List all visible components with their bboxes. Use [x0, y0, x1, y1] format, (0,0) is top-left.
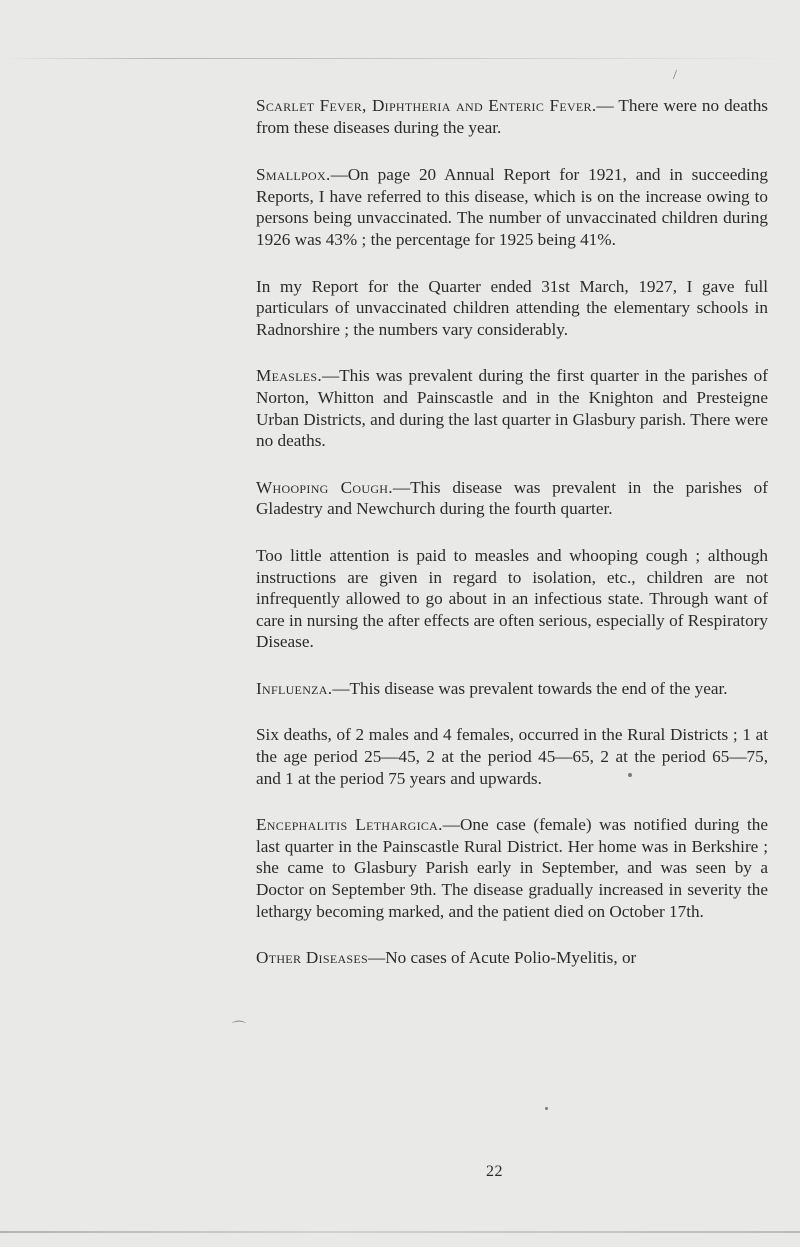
paragraph-scarlet-fever: [256, 95, 768, 138]
text-scarlet-fever: — There were no deaths from these diseases during the year.: [256, 96, 768, 137]
paragraph-other-diseases: [256, 947, 768, 969]
paragraph-encephalitis: [256, 814, 768, 922]
text-other-diseases: —No cases of Acute Polio-Myelitis, or: [368, 948, 637, 968]
page-number: 22: [486, 1163, 503, 1180]
heading-influenza: Influenza.: [256, 678, 333, 698]
heading-measles: Measles.: [256, 366, 322, 386]
heading-smallpox: Smallpox.: [256, 165, 331, 185]
paragraph-whooping-cough: [256, 477, 768, 520]
paragraph-isolation: [256, 545, 768, 653]
text-whooping-cough: —This disease was prevalent in the parishes of Gladestry and Newchurch during the fourth quarter.: [256, 477, 768, 519]
heading-other-diseases: Other Diseases: [256, 948, 368, 968]
heading-scarlet-fever: Scarlet Fever, Diphtheria and Enteric Fever.: [256, 96, 597, 115]
paragraph-influenza-deaths: [256, 724, 768, 789]
ink-speck: [628, 773, 632, 777]
text-smallpox: —On page 20 Annual Report for 1921, and in succeeding Reports, I have referred to this disease, which is on the increase owing to persons being unvaccinated. The number of unvaccinated children during 1926 was 43% ; the percentage for 1925 being 41%.: [256, 165, 768, 249]
scan-edge-bottom: [0, 1231, 800, 1233]
text-isolation: Too little attention is paid to measles and whooping cough ; although instructions are given in regard to isolation, etc., children are not infrequently allowed to go about in an infectious state. Through want of care in nursing the after effects are often serious, especially of Respiratory Disease.: [256, 545, 768, 652]
paragraph-measles: [256, 365, 768, 451]
text-measles: —This was prevalent during the first quarter in the parishes of Norton, Whitton and Painscastle and in the Knighton and Presteigne Urban Districts, and during the last quarter in Glasbury parish. There were no deaths.: [256, 366, 768, 451]
text-unvaccinated-report: In my Report for the Quarter ended 31st March, 1927, I gave full particulars of unvaccinated children attending the elementary schools in Radnorshire ; the numbers vary considerably.: [256, 276, 768, 339]
page-body: [256, 95, 768, 994]
margin-mark: /: [673, 68, 677, 83]
paragraph-influenza: [256, 678, 768, 700]
paragraph-smallpox: [256, 164, 768, 250]
ink-speck: [545, 1107, 548, 1110]
text-influenza-deaths: Six deaths, of 2 males and 4 females, occurred in the Rural Districts ; 1 at the age period 25—45, 2 at the period 45—65, 2 at the period 65—75, and 1 at the period 75 years and upwards.: [256, 725, 768, 788]
text-influenza: —This disease was prevalent towards the end of the year.: [332, 678, 728, 698]
scan-edge-top: [0, 58, 800, 59]
margin-mark: ⌒: [232, 1022, 246, 1037]
text-encephalitis: —One case (female) was notified during the last quarter in the Painscastle Rural District. Her home was in Berkshire ; she came to Glasbury Parish early in September, and was seen by a Doctor on September 9th. The disease gradually increased in severity the lethargy becoming marked, and the patient died on October 17th.: [256, 815, 768, 921]
heading-encephalitis: Encephalitis Lethargica.: [256, 815, 443, 835]
heading-whooping-cough: Whooping Cough.: [256, 477, 393, 497]
paragraph-unvaccinated-report: [256, 276, 768, 341]
